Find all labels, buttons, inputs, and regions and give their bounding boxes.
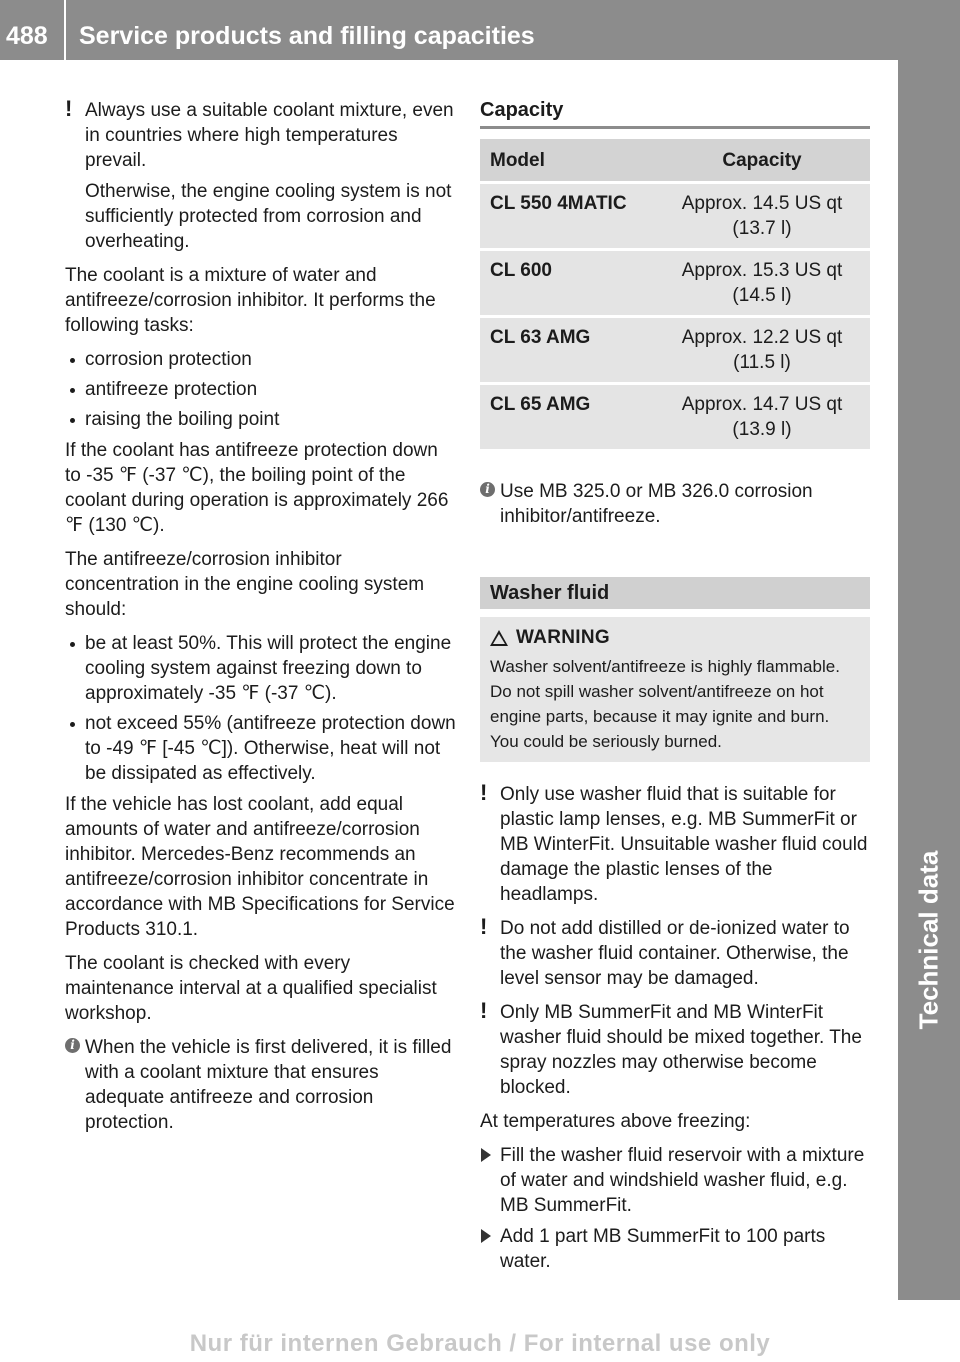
table-row bbox=[480, 317, 870, 384]
table-row bbox=[480, 183, 870, 250]
list-item: Fill the washer fluid reservoir with a mixture of water and windshield washer fluid, e.g. MB SummerFit. bbox=[480, 1143, 870, 1218]
paragraph: The coolant is a mixture of water and antifreeze/corrosion inhibitor. It performs the following tasks: bbox=[65, 265, 436, 336]
info-note bbox=[480, 479, 870, 529]
capacity-cell: Approx. 14.5 US qt (13.7 l) bbox=[654, 183, 870, 250]
paragraph: At temperatures above freezing: bbox=[480, 1111, 751, 1132]
footer-watermark: Nur für internen Gebrauch / For internal use only bbox=[189, 1330, 771, 1357]
model-cell: CL 65 AMG bbox=[480, 384, 654, 450]
paragraph: The coolant is checked with every maintenance interval at a qualified specialist workshop. bbox=[65, 953, 437, 1024]
model-cell: CL 550 4MATIC bbox=[480, 183, 654, 250]
model-cell: CL 600 bbox=[480, 250, 654, 317]
header-divider bbox=[64, 0, 66, 60]
bullet-icon bbox=[70, 722, 75, 727]
notice-text: Always use a suitable coolant mixture, even in countries where high temperatures prevail. bbox=[85, 100, 454, 171]
task-list bbox=[65, 347, 457, 432]
notice-text: Only MB SummerFit and MB WinterFit washer fluid should be mixed together. The spray nozzles may otherwise become blocked. bbox=[500, 1002, 862, 1098]
list-item: Add 1 part MB SummerFit to 100 parts water. bbox=[480, 1224, 870, 1274]
left-column bbox=[65, 98, 457, 1144]
capacity-cell: Approx. 14.7 US qt (13.9 l) bbox=[654, 384, 870, 450]
section-title: Service products and filling capacities bbox=[79, 22, 535, 50]
paragraph: The antifreeze/corrosion inhibitor concentration in the engine cooling system should: bbox=[65, 549, 425, 620]
arrow-right-icon bbox=[481, 1229, 491, 1243]
model-cell: CL 63 AMG bbox=[480, 317, 654, 384]
list-item: antifreeze protection bbox=[65, 377, 457, 402]
right-column bbox=[480, 98, 870, 1280]
warning-title: WARNING bbox=[516, 627, 610, 648]
chapter-tab-label: Technical data bbox=[913, 850, 944, 1030]
bullet-icon bbox=[70, 418, 75, 423]
table-row bbox=[480, 250, 870, 317]
column-header: Model bbox=[480, 139, 654, 183]
list-item: raising the boiling point bbox=[65, 407, 457, 432]
paragraph: If the coolant has antifreeze protection down to -35 ℉ (-37 ℃), the boiling point of the coolant during operation is approximately 266 ℉ (130 ℃). bbox=[65, 440, 449, 536]
notice-washer bbox=[480, 916, 870, 991]
instruction-steps bbox=[480, 1143, 870, 1274]
notice-text: Otherwise, the engine cooling system is not sufficiently protected from corrosion and overheating. bbox=[85, 181, 452, 252]
table-row bbox=[480, 384, 870, 450]
page-number: 488 bbox=[6, 22, 48, 50]
info-text: When the vehicle is first delivered, it is filled with a coolant mixture that ensures adequate antifreeze and corrosion protection. bbox=[85, 1037, 452, 1133]
info-note bbox=[65, 1035, 457, 1135]
page-header bbox=[0, 0, 960, 60]
list-item: be at least 50%. This will protect the engine cooling system against freezing down to approximately -35 ℉ (-37 ℃). bbox=[65, 631, 457, 706]
notice-text: Only use washer fluid that is suitable for plastic lamp lenses, e.g. MB SummerFit or MB WinterFit. Unsuitable washer fluid could damage the plastic lenses of the headlamps. bbox=[500, 784, 868, 905]
bullet-icon bbox=[70, 388, 75, 393]
info-icon: i bbox=[480, 482, 495, 497]
column-header: Capacity bbox=[654, 139, 870, 183]
bullet-icon bbox=[70, 358, 75, 363]
notice-washer bbox=[480, 1000, 870, 1100]
exclamation-icon: ! bbox=[65, 96, 73, 121]
concentration-list bbox=[65, 631, 457, 786]
capacity-table bbox=[480, 139, 870, 449]
washer-fluid-heading: Washer fluid bbox=[480, 577, 870, 609]
warning-header bbox=[490, 625, 860, 650]
exclamation-icon: ! bbox=[480, 914, 488, 939]
table-header-row bbox=[480, 139, 870, 183]
warning-box bbox=[480, 617, 870, 762]
info-icon: i bbox=[65, 1038, 80, 1053]
capacity-cell: Approx. 15.3 US qt (14.5 l) bbox=[654, 250, 870, 317]
info-text: Use MB 325.0 or MB 326.0 corrosion inhibitor/antifreeze. bbox=[500, 481, 813, 527]
notice-washer bbox=[480, 782, 870, 907]
chapter-tab bbox=[898, 60, 960, 1300]
bullet-icon bbox=[70, 642, 75, 647]
notice-coolant bbox=[65, 98, 457, 254]
capacity-heading: Capacity bbox=[480, 98, 870, 129]
paragraph: If the vehicle has lost coolant, add equal amounts of water and antifreeze/corrosion inhibitor. Mercedes-Benz recommends an antifreeze/corrosion inhibitor concentrate in accordance with MB Specifications for Service Products 310.1. bbox=[65, 794, 455, 940]
notice-text: Do not add distilled or de-ionized water to the washer fluid container. Otherwise, the level sensor may be damaged. bbox=[500, 918, 850, 989]
list-item: not exceed 55% (antifreeze protection down to -49 ℉ [-45 ℃]). Otherwise, heat will not be dissipated as effectively. bbox=[65, 711, 457, 786]
arrow-right-icon bbox=[481, 1148, 491, 1162]
exclamation-icon: ! bbox=[480, 780, 488, 805]
list-item: corrosion protection bbox=[65, 347, 457, 372]
capacity-cell: Approx. 12.2 US qt (11.5 l) bbox=[654, 317, 870, 384]
exclamation-icon: ! bbox=[480, 998, 488, 1023]
warning-triangle-icon bbox=[490, 630, 508, 646]
warning-text: Washer solvent/antifreeze is highly flammable. Do not spill washer solvent/antifreeze on hot engine parts, because it may ignite and burn. You could be seriously burned. bbox=[490, 657, 840, 751]
